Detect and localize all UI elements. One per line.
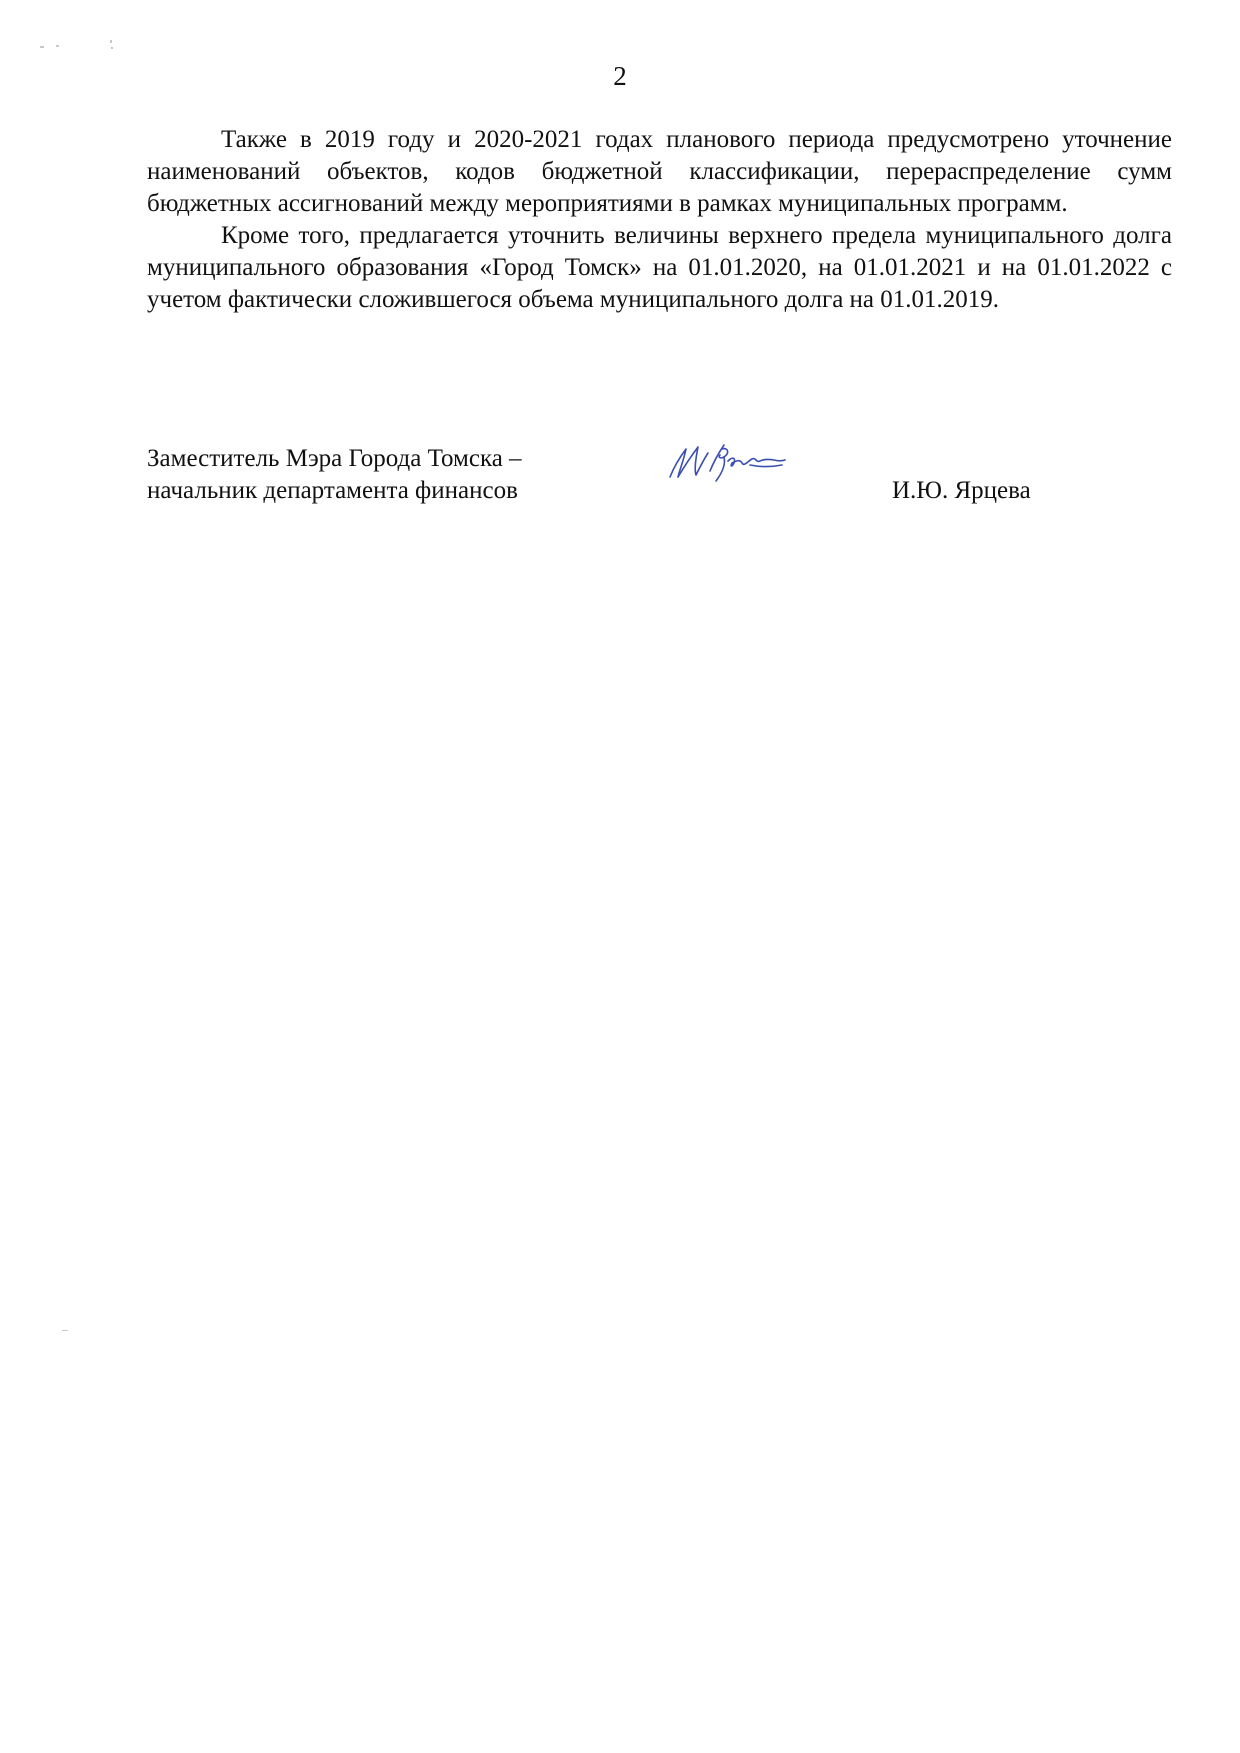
document-body (147, 124, 1172, 316)
handwritten-signature (664, 437, 788, 487)
page-number: 2 (613, 61, 627, 91)
scan-speck (56, 45, 59, 47)
scan-speck (40, 46, 44, 48)
signer-name: И.Ю. Ярцева (892, 477, 1031, 504)
signer-title-line: Заместитель Мэра Города Томска – (147, 445, 522, 472)
scan-speck (111, 47, 113, 49)
paragraph: Кроме того, предлагается уточнить величины верхнего предела муниципального долга муниципального образования «Город Томск» на 01.01.2020, на 01.01.2021 и на 01.01.2022 с учетом фактически сложившегося объема муниципального долга на 01.01.2019. (147, 222, 1172, 313)
scan-speck (110, 40, 112, 43)
paragraph: Также в 2019 году и 2020-2021 годах планового периода предусмотрено уточнение наименований объектов, кодов бюджетной классификации, перераспределение сумм бюджетных ассигнований между мероприятиями в рамках муниципальных программ. (147, 126, 1172, 217)
scan-speck (62, 1330, 68, 1331)
signer-title (147, 443, 522, 507)
signature-block (147, 443, 1172, 523)
signer-title-line: начальник департамента финансов (147, 477, 518, 504)
